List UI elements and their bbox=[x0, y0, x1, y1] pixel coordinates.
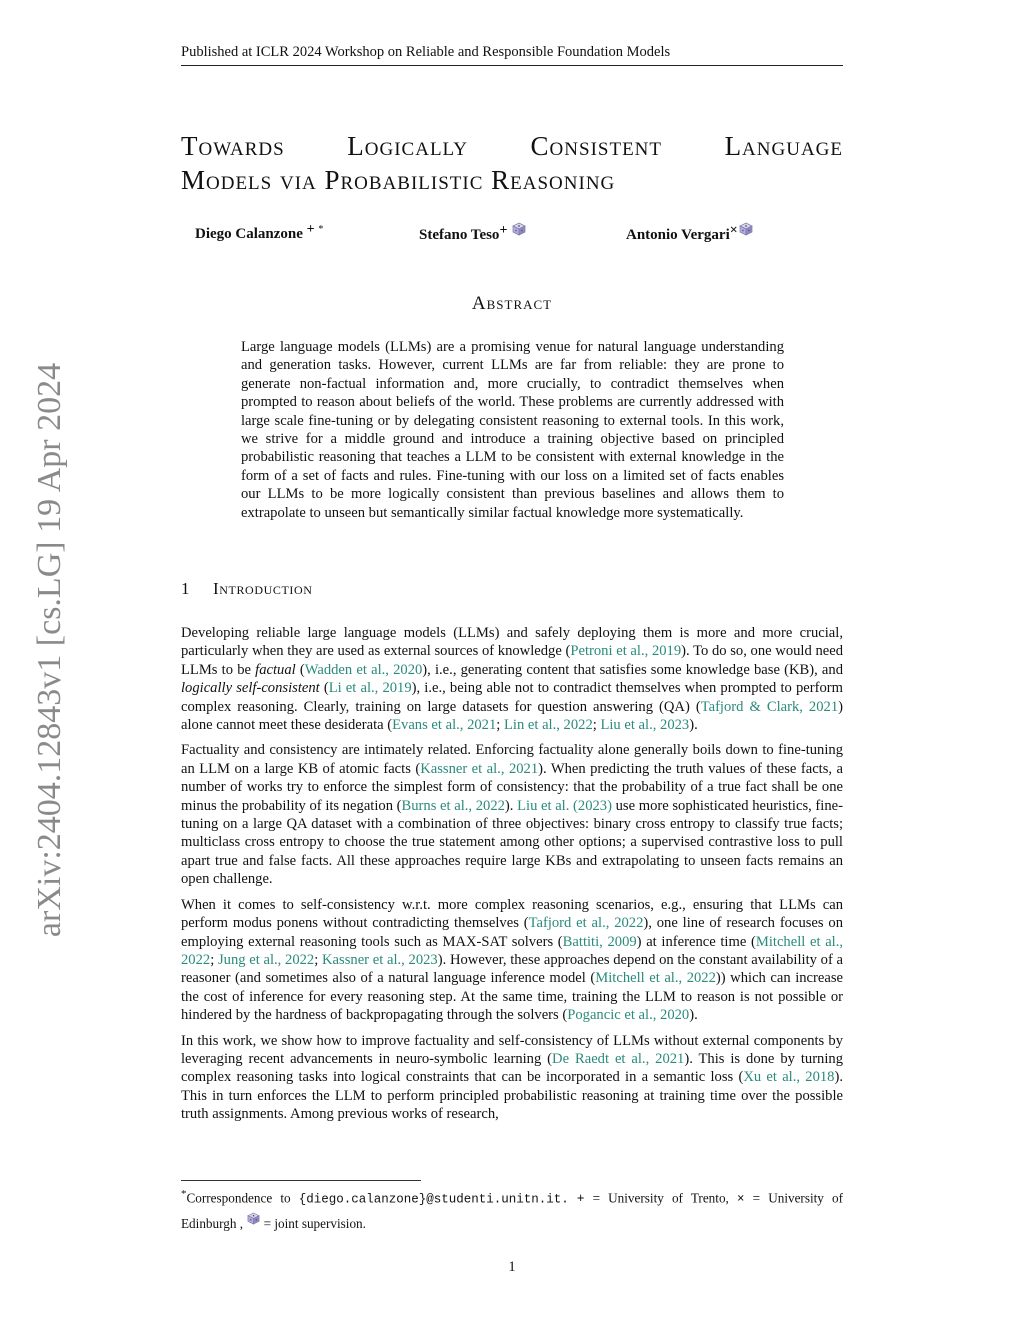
text-run: ), one line of research focuses on employing external reasoning tools such as MAX-SAT solvers ( bbox=[181, 915, 844, 950]
citation-link[interactable]: Jung et al., 2022 bbox=[217, 951, 315, 968]
introduction-body bbox=[181, 624, 843, 1131]
author-name: Diego Calanzone bbox=[195, 226, 303, 242]
title-word: Logically bbox=[347, 131, 468, 161]
section-title: Introduction bbox=[213, 579, 313, 598]
paragraph-1 bbox=[181, 624, 843, 734]
author-list bbox=[195, 222, 835, 252]
text-run: ( bbox=[295, 661, 305, 678]
author-calanzone bbox=[195, 222, 323, 243]
citation-link[interactable]: Evans et al., 2021 bbox=[392, 717, 497, 734]
text-run: ; bbox=[210, 951, 218, 968]
running-header: Published at ICLR 2024 Workshop on Reliable and Responsible Foundation Models bbox=[181, 44, 671, 60]
section-heading bbox=[181, 579, 843, 599]
text-run: ). This is done by turning complex reasoning tasks into logical constraints that can be incorporated in a semantic loss ( bbox=[181, 1050, 843, 1086]
title-word: Consistent bbox=[530, 131, 662, 161]
text-run: ; bbox=[592, 717, 601, 734]
times-affiliation-icon: × bbox=[736, 1190, 745, 1206]
text-run: ( bbox=[319, 680, 329, 697]
plus-affiliation-icon: + bbox=[306, 222, 315, 237]
page-number: 1 bbox=[508, 1259, 516, 1275]
email-address[interactable]: {diego.calanzone}@studenti.unitn.it. bbox=[298, 1192, 569, 1207]
citation-link[interactable]: Tafjord et al., 2022 bbox=[528, 915, 644, 932]
citation-link[interactable]: De Raedt et al., 2021 bbox=[552, 1050, 685, 1067]
title-line-1 bbox=[181, 129, 843, 163]
section-number: 1 bbox=[181, 579, 191, 598]
title-word: Language bbox=[724, 131, 843, 161]
text-run: ) alone cannot meet these desiderata ( bbox=[181, 698, 843, 734]
footnote-rule bbox=[181, 1180, 421, 1181]
title-word: Towards bbox=[181, 131, 285, 161]
text-run: ). However, these approaches depend on the constant availability of a reasoner (and sometimes also of a natural language inference model ( bbox=[181, 951, 844, 987]
text-run: Developing reliable large language models (LLMs) and safely deploying them is more and more crucial, particularly when they are used as external sources of knowledge ( bbox=[181, 625, 843, 660]
asterisk-mark: * bbox=[318, 224, 324, 235]
dice-icon bbox=[739, 222, 753, 241]
citation-link[interactable]: Lin et al., 2022 bbox=[503, 717, 593, 734]
dice-icon bbox=[247, 1210, 260, 1231]
citation-link[interactable]: Kassner et al., 2023 bbox=[322, 951, 438, 968]
text-run: ). bbox=[689, 1007, 698, 1024]
abstract-text: Large language models (LLMs) are a promising venue for natural language understanding and generation tasks. However, current LLMs are far from reliable: they are prone to generate non-factual information and, more crucially, to contradict themselves when prompted to reason about beliefs of the world. These problems are currently addressed with large scale fine-tuning or by delegating consistent reasoning to external tools. In this work, we strive for a middle ground and introduce a training objective based on principled probabilistic reasoning that teaches a LLM to be consistent with external knowledge in the form of a set of facts and rules. Fine-tuning with our loss on a limited set of facts enables our LLMs to be more logically consistent than previous baselines and allows them to extrapolate to unseen but semantically similar factual knowledge more systematically. bbox=[241, 339, 784, 521]
citation-link[interactable]: Pogancic et al., 2020 bbox=[567, 1007, 690, 1024]
text-run: use more sophisticated heuristics, fine-tuning on a large QA dataset with a combination of three objectives: binary cross entropy to classify true facts; multiclass cross entropy to choose the true statement among other options; a supervised contrastive loss to pull apart true and false facts. All these approaches require large KBs and extrapolating to unseen facts remains an open challenge. bbox=[181, 797, 843, 888]
author-name: Stefano Teso bbox=[419, 227, 500, 243]
header-rule bbox=[181, 65, 843, 66]
plus-affiliation-icon: + bbox=[499, 223, 508, 238]
paper-title bbox=[181, 129, 843, 197]
citation-link[interactable]: Li et al., 2019 bbox=[328, 680, 412, 697]
paragraph-2 bbox=[181, 741, 843, 888]
citation-link[interactable]: Mitchell et al., 2022 bbox=[181, 933, 844, 968]
author-vergari bbox=[626, 222, 753, 244]
citation-link[interactable]: Wadden et al., 2020 bbox=[304, 661, 423, 678]
citation-link[interactable]: Burns et al., 2022 bbox=[401, 797, 505, 814]
citation-link[interactable]: Petroni et al., 2019 bbox=[570, 643, 682, 660]
footnote bbox=[181, 1184, 843, 1234]
text-run: ). To do so, one would need LLMs to be bbox=[181, 643, 844, 678]
text-run: When it comes to self-consistency w.r.t. more complex reasoning scenarios, e.g., ensuring that LLMs can perform modus ponens without contradicting themselves ( bbox=[181, 896, 843, 932]
dice-icon bbox=[512, 222, 526, 241]
text-run: Factuality and consistency are intimately related. Enforcing factuality alone generally boils down to fine-tuning an LLM on a large KB of atomic facts ( bbox=[181, 742, 843, 777]
arxiv-stamp: arXiv:2404.12843v1 [cs.LG] 19 Apr 2024 bbox=[31, 362, 68, 938]
text-run: ), i.e., generating content that satisfies some knowledge base (KB), and bbox=[422, 661, 843, 678]
text-run: ). bbox=[504, 797, 518, 814]
text-run: = University of Edinburgh , bbox=[181, 1190, 843, 1232]
footnote-mark: * bbox=[181, 1188, 187, 1200]
author-name: Antonio Vergari bbox=[626, 227, 730, 243]
emphasis: factual bbox=[255, 661, 296, 678]
text-run: ), i.e., being able not to contradict themselves when prompted to perform complex reasoning. Clearly, training on large datasets for question answering (QA) ( bbox=[181, 680, 843, 715]
citation-link[interactable]: Liu et al., 2023 bbox=[600, 717, 690, 734]
text-run: = joint supervision. bbox=[260, 1216, 366, 1232]
citation-link[interactable]: Liu et al. (2023) bbox=[517, 797, 612, 814]
text-run: ) at inference time ( bbox=[636, 933, 756, 950]
text-run: Correspondence to bbox=[186, 1190, 299, 1206]
text-run: ; bbox=[496, 717, 504, 734]
times-affiliation-icon: × bbox=[729, 223, 738, 238]
text-run: = University of Trento, bbox=[584, 1190, 737, 1206]
text-run: ). bbox=[689, 717, 698, 734]
plus-affiliation-icon: + bbox=[576, 1190, 585, 1206]
paragraph-4 bbox=[181, 1032, 843, 1124]
author-teso bbox=[419, 222, 526, 244]
citation-link[interactable]: Mitchell et al., 2022 bbox=[595, 970, 716, 987]
text-run: In this work, we show how to improve factuality and self-consistency of LLMs without external components by leveraging recent advancements in neuro-symbolic learning ( bbox=[181, 1032, 843, 1067]
text-run: )) which can increase the cost of inference for every reasoning step. At the same time, training the LLM to reason is not possible or hindered by the hardness of backpropagating through the solvers ( bbox=[181, 970, 843, 1024]
text-run: ). This in turn enforces the LLM to perform principled probabilistic reasoning at training time over the possible truth assignments. Among previous works of research, bbox=[181, 1069, 843, 1123]
text-run: ). When predicting the truth values of these facts, a number of works try to enforce the simplest form of consistency: that the probability of a true fact shall be one minus the probability of its negation ( bbox=[181, 760, 843, 814]
citation-link[interactable]: Tafjord & Clark, 2021 bbox=[700, 698, 839, 715]
abstract-heading: Abstract bbox=[471, 293, 553, 314]
citation-link[interactable]: Xu et al., 2018 bbox=[743, 1069, 835, 1086]
citation-link[interactable]: Battiti, 2009 bbox=[562, 933, 637, 950]
emphasis: logically self-consistent bbox=[181, 680, 320, 697]
paragraph-3 bbox=[181, 896, 843, 1025]
title-line-2: Models via Probabilistic Reasoning bbox=[181, 165, 616, 195]
citation-link[interactable]: Kassner et al., 2021 bbox=[420, 760, 539, 777]
text-run: ; bbox=[314, 951, 323, 968]
